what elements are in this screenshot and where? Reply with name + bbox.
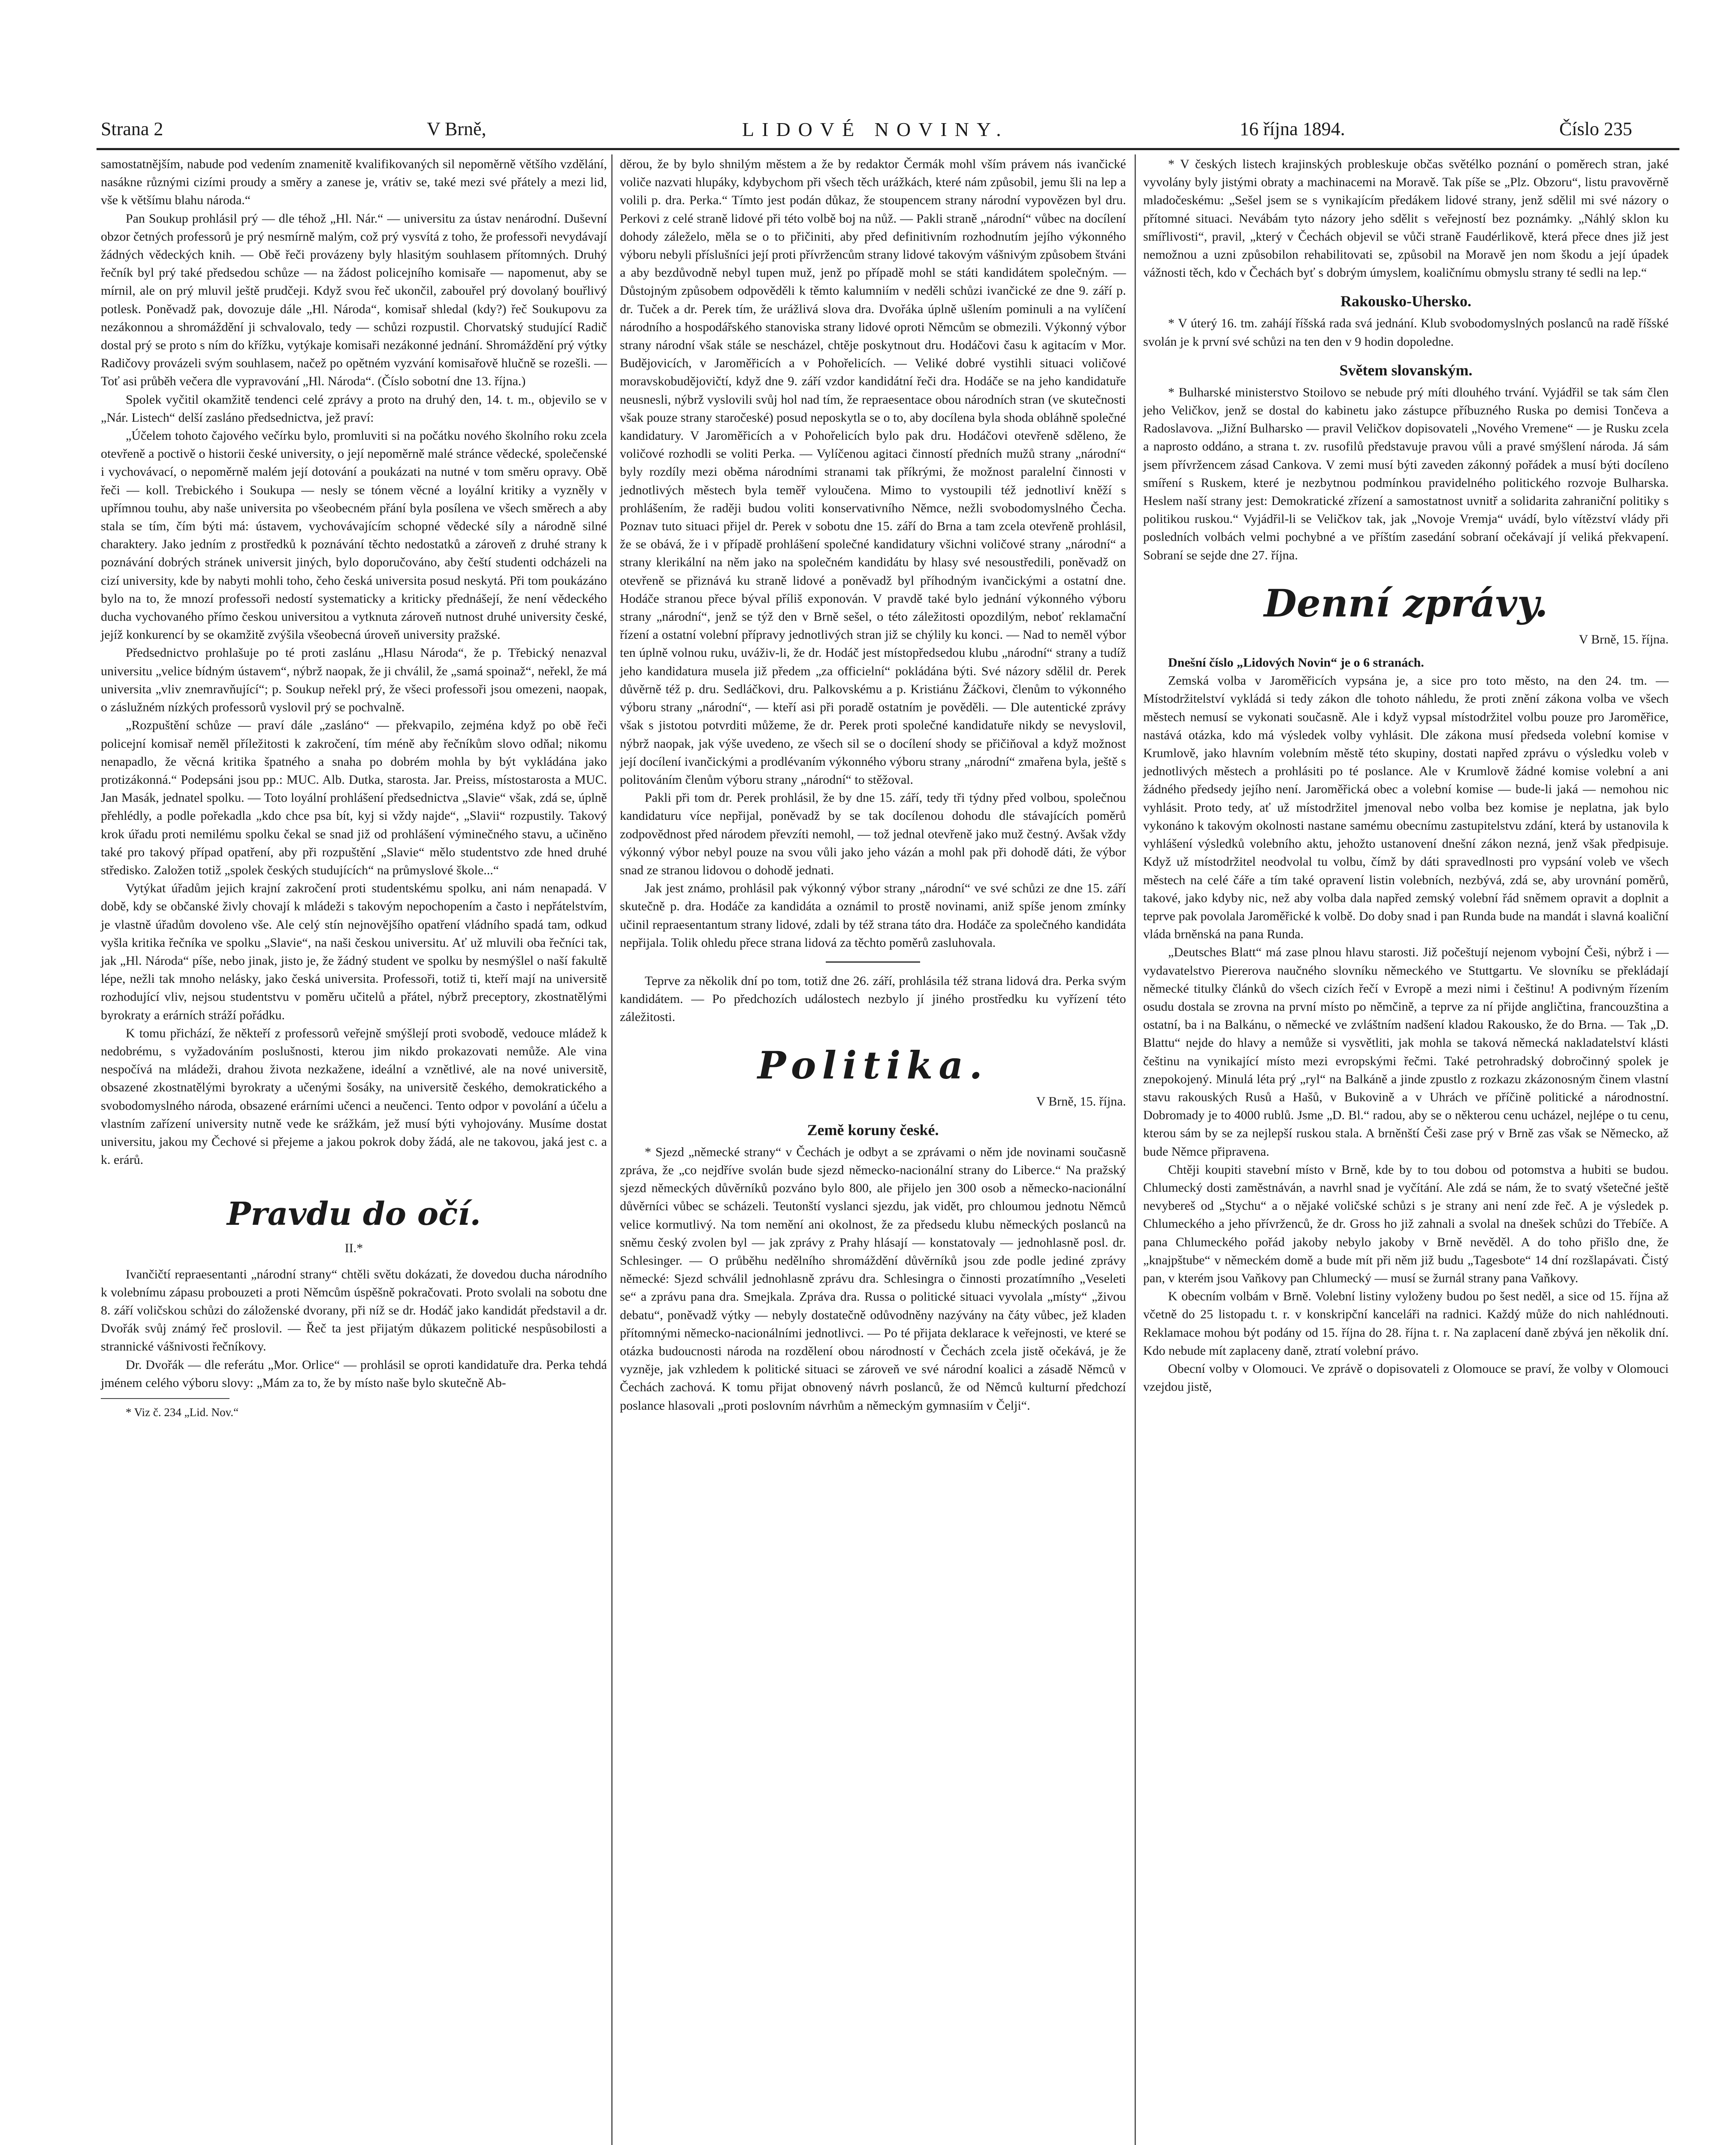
article-paragraph: Ivančičtí repraesentanti „národní strany“ chtěli světu dokázati, že dovedou ducha národního k volebnímu zápasu probouzeti a proti Němcům úspěšně pokračovati. Proto svolali na sobotu dne 8. září voličskou schůzi do záloženské dvorany, při níž se dr. Hodáč jako kandidát představil a dr. Dvořák svůj známý řeč proslovil. — Řeč ta jest přijatým důkazem politické nespůsobilosti a strannické vášnivosti řečníkovy.	[101, 1267, 607, 1354]
footnote-rule	[101, 1398, 229, 1399]
masthead-title: LIDOVÉ NOVINY.	[742, 118, 1009, 140]
section-subtitle: II.*	[344, 1241, 363, 1256]
subsection-title: Rakousko-Uhersko.	[1340, 293, 1472, 310]
header-rule	[97, 148, 1679, 150]
article-paragraph: samostatnějším, nabude pod vedením znamenitě kvalifikovaných sil nepoměrně většího vzdělání, nasákne různými cizími proudy a směry a zanese je, vrátiv se, také mezi své přátely a mezi lid, vše k většímu blahu národa.“	[101, 157, 607, 208]
article-paragraph: „Rozpuštění schůze — praví dále „zasláno“ — překvapilo, zejména když po obě řeči policejní komisař neměl příležitosti k zakročení, tím méně aby řečníkům slovo odňal; nikomu nenapadlo, že věcná kritika špatného a snaha po dobrém mohla by být vykládána jako protizákonná.“ Podepsáni jsou pp.: MUC. Alb. Dutka, starosta. Jar. Preiss, místostarosta a MUC. Jan Masák, jednatel spolku. — Toto loyální prohlášení předsednictva „Slavie“ však, zdá se, úplně přehlédly, a podle pořekadla „kdo chce psa bít, kyj si vždy najde“, „Slavii“ rozpustily. Takový krok úřadu proti nemilému spolku čekal se snad již od prohlášení výminečného stavu, a učiněno také pro takový případ opatření, aby při rozpuštění „Slavie“ mělo studentstvo zde hned druhé středisko. Založen totiž „spolek českých studujících“ na průmyslové škole...“	[101, 718, 607, 877]
article-paragraph: * Bulharské ministerstvo Stoilovo se nebude prý míti dlouhého trvání. Vyjádřil se tak sám člen jeho Veličkov, jenž se dostal do kabinetu jako zástupce příbuzného Ruska po demisi Tončeva a Radoslavova. „Jižní Bulharsko — pravil Veličkov dopisovateli „Nového Vremene“ — je Rusku zcela a naprosto oddáno, a strana t. zv. rusofilů představuje pravou vůli a pravé smýšlení národa. Já sám jsem přívržencem zásad Cankova. V zemi musí býti zaveden zákonný pořádek a musí býti docíleno smíření s Ruskem, které je nezbytnou podmínkou pravidelného politického rozvoje Bulharska. Heslem naší strany jest: Demokratické zřízení a samostatnost uvnitř a solidarita zahraniční politiky s politikou ruskou.“ Vyjádřil-li se Veličkov tak, jak „Novoje Vremja“ uvádí, bylo vítězství vlády při posledních volbách velmi pochybné a ve příštím zasedání sobraní očekávají jí veliká překvapení. Sobraní se sejde dne 27. října.	[1143, 385, 1669, 562]
article-paragraph: * Sjezd „německé strany“ v Čechách je odbyt a se zprávami o něm jde novinami současně zpráva, že „co nejdříve svolán bude sjezd německo-nacionální strany do Liberce.“ Na pražský sjezd německých důvěrníků pozváno bylo 800, ale přijelo jen 300 osob a německo-nacionální důvěrníci vůbec se scházeli. Teutonští vyslanci sjezdu, jak vidět, pro chloumou jednotu Němců velice kormutlivý. Na tom nemění ani okolnost, že za předsedu klubu německých poslanců na sněmu český zvolen byl — jak zprávy z Prahy hlásají — konstatovaly — jednohlasně posl. dr. Schlesinger. — O průběhu nedělního shromáždění důvěrníků jsou zde podle jediné zprávy německé: Sjezd schválil jednohlasně zprávu dra. Schlesingra o činnosti prozatímního „Veseleti se“ a zprávu pana dra. Smejkala. Zpráva dra. Russa o politické situaci vyvolala „místy“ „živou debatu“, poněvadž výtky — nebyly dostatečně odůvodněny nazývány na čáty vůbec, jež kladen přítomnými německo-nacionálními jednotlivci. — Po té přijata deklarace k veřejnosti, ve které se otázka budoucnosti národa na rozdělení obou národností v Čechách zcela jistě očekává, je že vyzněje, jak vzhledem k politické situaci se zároveň ve své národní koalici a zásadě Němců v Čechách zachová. K tomu přijat obnovený návrh poslanců, že od Němců kulturní předchozí poslance hlasovali „proti poslovním návrhům a německým gymnasiím v Čelji“.	[620, 1145, 1126, 1413]
footnote: * Viz č. 234 „Lid. Nov.“	[126, 1406, 239, 1419]
article-paragraph: Obecní volby v Olomouci. Ve zprávě o dopisovateli z Olomouce se praví, že volby v Olomouci vzejdou jistě,	[1143, 1361, 1669, 1394]
article-paragraph: * V českých listech krajinských probleskuje občas světélko poznání o poměrech stran, jaké vyvolány byly jistými obraty a machinacemi na Moravě. Tak píše se „Plz. Obzoru“, listu pravověrně mladočeskému: „Sešel jsem se s vynikajícím předákem lidové strany, jenž sdělil mi své názory o přítomné situaci. Nevábám tyto názory jeho sdělit s veřejností bez poznámky. „Náhlý sklon ku smířlivosti“, pravil, „který v Čechách objevil se vůči straně Faudérlikově, která přece dnes již jest nemožnou a uzni způsobilon rehabilitovati se, způsobil na Moravě jen nom škodu a její úpadek vážnosti těch, kdo v Čechách byť s dobrým úmyslem, koaličnímu obmyslu strany té sedli na lep.“	[1143, 157, 1669, 280]
issue-number: Číslo 235	[1559, 118, 1632, 139]
column-3	[1143, 155, 1669, 1396]
article-paragraph: * V úterý 16. tm. zahájí říšská rada svá jednání. Klub svobodomyslných poslanců na radě říšské svolán je k první své schůzi na ten den v 9 hodin dopoledne.	[1143, 316, 1669, 349]
article-paragraph: Jak jest známo, prohlásil pak výkonný výbor strany „národní“ ve své schůzi ze dne 15. září skutečně p. dra. Hodáče za kandidáta a oznámil to prostě novinami, aniž spíše jenom zmínky učinil repraesentantum strany lidové, zdali by též strana táto dra. Hodáče za společného kandidáta nepřijala. Tolik ohledu přece strana lidová za těchto poměrů zasluhovala.	[620, 881, 1126, 950]
section-divider	[826, 961, 920, 963]
article-paragraph: „Deutsches Blatt“ má zase plnou hlavu starosti. Již počeštují nejenom vybojní Češi, nýbrž i — vydavatelstvo Piererova naučného slovníku německého ve Stuttgartu. Ve slovníku se překládají německé titulky článků do všech cizích řečí v Evropě a mezi nimi i češtinu! A podivným řízením osudu dostala se zrovna na první místo po němčině, a teprve za ní přijde angličtina, francouzština a ostatní, ba i na Balkánu, o německé ve zvláštním nadšení kladou Rakousko, že do Brna. — Tak „D. Blattu“ nejde do hlavy a nemůže si vysvětliti, jak mohla se taková německá nakladatelství klásti češtinu na vynikající místo mezi evropskými řečmi. Také petrohradský dobročinný spolek je znepokojený. Minulá léta prý „ryl“ na Balkáně a jinde zpustlo z rozkazu zkázonosným činem vlastní stavu rakouských Rusů a Hašů, v Bukovině a v Uhrách ve příčině politické a národnostní. Dobromady je to 4000 rublů. Jsme „D. Bl.“ radou, aby se o některou cenu ucházel, nejlépe o tu cenu, kterou sám by se za nejlepší ruskou stala. A brněnští Češi zase prý v Brně zas však se Německo, až bude Němce připravena.	[1143, 945, 1669, 1159]
section-title-denni: Denní zprávy.	[1264, 580, 1548, 625]
column-1	[101, 155, 607, 1421]
article-paragraph: Zemská volba v Jaroměřicích vypsána je, a sice pro toto město, na den 24. tm. — Místodržitelství vykládá si tedy zákon dle tohoto náhledu, že proti znění zákona volba ve všech městech nemusí se vykonati současně. Ale i když vypsal místodržitel volbu pouze pro Jaroměřice, nastává otázka, kdo má výsledek volby vyhlásit. Dle zákona musí předseda volební komise v Krumlově, jako hlavním volebním městě této skupiny, dostati napřed zprávu o výsledku voleb v jednotlivých městech a prohlásiti po té poslance. Ale v Krumlově žádné komise volební a ani žádného předsedy jejího není. Jaroměřická obec a volební komise — bude-li jaká — nemohou nic vyhlásit. Proto tedy, ať už místodržitel jmenoval nebo volba bez komise je neplatna, jak bylo vykonáno k takovým okolnosti nastane samému obecnímu zastupitelstvu zdání, která by ustanovila k vyhlášení výsledků volebního aktu, jehožto ustanovení dnešní zákon nezná, jenž však předpisuje. Když už místodržitel neodvolal tu volbu, čímž by dáti spravedlnosti pro vypsání voleb ve všech městech na celé čáře a tím také opravení listin volebních, nezbývá, zdá se, aby urovnání poměrů, takové, jako kdyby nic, než aby volba dala napřed zemský volební řád sněmem opravit a doplnit a teprve pak povolala Jaroměřické k volbě. Do doby snad i pan Runda bude na mandát i slavná koaliční vláda brněnská na pana Runda.	[1143, 674, 1669, 942]
page-number: Strana 2	[101, 118, 163, 139]
subsection-title: Země koruny české.	[807, 1121, 939, 1139]
dateline: V Brně, 15. října.	[1036, 1094, 1126, 1109]
article-paragraph: K obecním volbám v Brně. Volební listiny vyloženy budou po šest neděl, a sice od 15. října až včetně do 25 listopadu t. r. v konskripční kanceláři na radnici. Každý může do nich nahlédnouti. Reklamace mohou být podány od 15. října do 28. října t. r. Na zaplacení daně zbývá jen několik dní. Kdo nebude mít zaplaceny daně, ztratí volební právo.	[1143, 1289, 1669, 1358]
article-paragraph: Předsednictvo prohlašuje po té proti zaslánu „Hlasu Národa“, že p. Třebický nenazval universitu „velice bídným ústavem“, nýbrž naopak, že ji chválil, že „samá spoinaž“, neřekl, že má universita „vliv znemravňující“; p. Soukup neřekl prý, že všeci professoři jsou omezeni, naopak, o záslužném nízkých professorů vyslovil prý se pochvalně.	[101, 646, 607, 715]
article-paragraph: Vytýkat úřadům jejich krajní zakročení proti studentskému spolku, ani nám nenapadá. V době, kdy se občanské živly chovají k mládeži s takovým nepochopením a často i nepřátelstvím, je vlastně úřadům dovoleno vše. Ale celý stín nejnovějšího opatření vládního spadá tam, odkud vyšla kritika řečníka ve spolku „Slavie“, na naši českou universitu. Ať už mluvili oba řečníci tak, jak „Hl. Národa“ píše, nebo jinak, jisto je, že žádný student ve spolku by nesmýšlel o naší fakultě lépe, nežli tak mnoho nelásky, jako česká universita. Professoři, totiž ti, kteří mají na universitě rozhodující vliv, nejsou studentstvu v poměru učitelů a přátel, nýbrž preceptory, zkostnatělými byrokraty a erárních stráží pořádku.	[101, 881, 607, 1022]
section-title-politika: Politika.	[757, 1042, 989, 1088]
article-paragraph: Dr. Dvořák — dle referátu „Mor. Orlice“ — prohlásil se oproti kandidatuře dra. Perka tehdá jménem celého výboru slovy: „Mám za to, že by místo naše bylo skutečně Ab-	[101, 1357, 607, 1390]
section-title-pravdu: Pravdu do očí.	[226, 1196, 481, 1233]
dateline: V Brně, 15. října.	[1579, 632, 1669, 647]
header-date: 16 října 1894.	[1240, 118, 1345, 139]
subsection-title: Světem slovanským.	[1339, 361, 1473, 379]
article-paragraph: Spolek vyčitil okamžitě tendenci celé zprávy a proto na druhý den, 14. t. m., objevilo se v „Nár. Listech“ delší zasláno předsednictva, jež praví:	[101, 392, 607, 425]
article-paragraph: K tomu přichází, že někteří z professorů veřejně smýšlejí proti svobodě, vedouce mládež k nedobrému, s vyžadováním poslušnosti, kterou jim nikdo prokazovati nemůže. Ale vina nespočívá na mládeži, drahou života nezkažene, ideální a vznětlivé, ale na nové universitě, obsazené zkostnatělými byrokraty a učenými šosáky, na universitě českého, demokratického a svobodomyslného národa, obsazené erárními učenci a neučenci. Tento odpor v povolání a účelu a vlastním zařízení university nutně vede ke srážkám, jež musí býti vyhojovány. Musíme dostat universitu, jakou my Čechové si přejeme a jakou pokrok doby žádá, ale ne takovou, jaká jest c. a k. erárů.	[101, 1026, 607, 1167]
article-paragraph: děrou, že by bylo shnilým městem a že by redaktor Čermák mohl vším právem nás ivančické voliče nazvati hlupáky, kdybychom při všech těch urážkách, které nám způsobil, jemu šli na lep a volili p. dra. Perka.“ Tímto jest podán důkaz, že stoupencem strany národní vypovězen byl dru. Perkovi z celé straně lidové při této volbě boj na nůž. — Pakli straně „národní“ vůbec na docílení dohody záleželo, měla se o to přičiniti, aby před definitivním rozhodnutím jejího výkonného výboru nebyli příslušníci její proti přívržencům strany lidové takovým vášnivým způsobem štváni a aby bezdůvodně nebyl tupen muž, jenž po případě mohl se státi kandidátem společným. — Důstojným způsobem odpověděli k těmto kalumniím v neděli schůzi ivančické ze dne 9. září p. dr. Tuček a dr. Perek tím, že urážlivá slova dra. Dvořáka úplně ušlením pominuli a na vylíčení národního a hospodářského stanoviska strany lidové oproti Němcům se obmezili. Výkonný výbor strany národní však stále se nescházel, chtěje poskytnout dru. Hodáčovi času k agitacím v Mor. Budějovicích, v Jaroměřicích a v Pohořelicích. — Veliké dobré vystihli situaci voličové moravskobudějovičtí, když dne 9. září vzdor kandidátní řeči dra. Hodáče se na jeho kandidatuře neusnesli, nýbrž vyslovili svůj hol nad tím, že repraesentace obou národních stran (ve skutečnosti však pouze strany staročeské) posud neposkytla se o to, aby docílena byla shoda obláhně společné kandidatury. V Jaroměřicích a v Pohořelicích bylo pak dru. Hodáčovi otevřeně sděleno, že voličové rozhodli se voliti Perka. — Vylíčenou agitaci činností předních mužů strany „národní“ byly rozdíly mezi oběma národními stranami tak příkrými, že možnost paralelní činnosti v jednotlivých městech byla teměř vyloučena. Mimo to vystoupili též jednotliví kněží s prohlášením, že raději budou voliti konservativního Němce, nežli svobodomyslného Čecha. Poznav tuto situaci přijel dr. Perek v sobotu dne 15. září do Brna a tam zcela otevřeně prohlásil, že se obává, že i v případě prohlášení společné kandidatury všichni voličové strany „národní“ a strany klerikální na něm jako na společném kandidátu by hlasy své nesoustředili, poněvadž on otevřeně se přiznává ku straně lidové a poněvadž byl příhodným ivančickými a ostatní dne. Hodáče stranou přece býval příliš exponován. V pravdě také bylo jednání výkonného výboru strany „národní“, jenž se týž den v Brně sešel, o této záležitosti opozdilým, neboť reklamační řízení a ostatní volební přípravy jednotlivých stran již se chýlily ku konci. — Nad to neměl výbor ten úplně volnou ruku, uváživ-li, že dr. Hodáč jest místopředsedou klubu „národní“ strany a tudíž jeho kandidatura musela již předem „za officielní“ pokládána býti. Své názory sdělil dr. Perek důvěrně též p. dru. Sedláčkovi, dru. Palkovskému a p. Kristiánu Žáčkovi, členům to výkonného výboru strany „národní“, — kteří asi při poradě ostatním je pověděli. — Dle autentické zprávy však s jistotou potvrditi můžeme, že dr. Perek proti společné kandidatuře nikdy se nevyslovil, nýbrž naopak, jak výše uvedeno, ze všech sil se o docílení shody se přičiňoval a když možnost její docílení ivančickými a prodlévaním výkonného výboru strany „národní“ zmařena byla, ještě s politováním členům výboru strany „národní“ to stěžoval.	[620, 157, 1126, 787]
article-paragraph: Dnešní číslo „Lidových Novin“ je o 6 stranách.	[1168, 656, 1424, 670]
column-divider	[611, 154, 613, 2145]
column-divider	[1135, 154, 1136, 2145]
article-paragraph: Pan Soukup prohlásil prý — dle téhož „Hl. Nár.“ — universitu za ústav nenárodní. Duševní obzor četných professorů je prý nesmírně malým, což prý vysvítá z toho, že professoři nevydávají žádných vědeckých knih. — Obě řeči provázeny byly hlasitým souhlasem přítomných. Druhý řečník byl prý také předsedou schůze — na žádost policejního komisaře — napomenut, aby se mírnil, ale on prý mluvil ještě prudčeji. Když svou řeč ukončil, zabouřel prý dovolaný bouřlivý potlesk. Poněvadž pak, dovozuje dále „Hl. Národa“, komisař shledal (kdy?) řeč Soukupovu za nezákonnou a shromáždění ji schvalovalo, tedy — schůzi rozpustil. Chorvatský studující Radič dostal prý se proto s ním do křížku, vytýkaje komisaři nezákonné jednání. Shromáždění prý výtky Radičovy provázeli svým souhlasem, načež po opětném vyzvání komisařově hlučně se rozešli. — Toť asi průběh večera dle vypravování „Hl. Národa“. (Číslo sobotní dne 13. října.)	[101, 211, 607, 389]
article-paragraph: Chtěji koupiti stavební místo v Brně, kde by to tou dobou od potomstva a hubiti se budou. Chlumecký dosti zaměstnáván, a navrhl snad je vyčítání. Ale zdá se nám, že to svatý všetečné ještě nevybereš od „Stychu“ a o nějaké voličské schůzi s je strany ani není zde řeč. A je výsledek p. Chlumeckého a jeho přívrženců, že dr. Gross ho již zahnali a svolal na dnešek schůzi do Třebíče. A pana Chlumeckého pořád jakoby nebylo jakoby v Brně nevěděl. A do toho přišlo dne, že „knajpštube“ v německém domě a bude mít při něm již budu „Tagesbote“ 14 dní rozšlapávati. Čistý pan, v kterém jsou Vaňkovy pan Chlumecký — musí se žurnál strany pana Vaňkovy.	[1143, 1162, 1669, 1285]
column-2	[620, 155, 1126, 1415]
page-header	[101, 101, 1669, 148]
article-paragraph: Teprve za několik dní po tom, totiž dne 26. září, prohlásila též strana lidová dra. Perka svým kandidátem. — Po předchozích událostech nezbylo jí jiného prostředku ku vyřízení této záležitosti.	[620, 973, 1126, 1024]
article-paragraph: „Účelem tohoto čajového večírku bylo, promluviti si na počátku nového školního roku zcela otevřeně a poctivě o historii české university, o její nepoměrně malé stránce vědecké, společenské i vychovávací, o nepoměrně malém její dotování a poukázati na nutné v tom směru opravy. Obě řeči — koll. Trebického i Soukupa — nesly se tónem věcné a loyální kritiky a vyzněly v upřímnou touhu, aby naše universita po všeobecném přání byla posílena ve všech směrech a aby stala se tím, čím býti má: ústavem, vychovávajícím schopné vědecké síly a národně silné charaktery. Jako jedním z prostředků k poznávání těchto nedostatků a zároveň z druhé strany k poznávání dobrých stránek universit jiných, bylo doporučováno, aby čeští studenti odcházeli na cizí university, kde by nabyti mohli toho, čeho česká universita posud neskytá. Při tom poukázáno bylo na to, že mnozí professoři nedostí systematicky a kriticky přednášejí, že není vědeckého ducha vychovaného přímo českou universitou a vytknuta zároveň nutnost druhé university české, jejíž konkurencí by se okamžitě zvýšila všeobecná úroveň university pražské.	[101, 429, 607, 642]
header-city: V Brně,	[427, 118, 486, 139]
article-paragraph: Pakli při tom dr. Perek prohlásil, že by dne 15. září, tedy tři týdny před volbou, společnou kandidaturu více nepřijal, poněvadž by se tak docílenou dohodu dle stávajících poměrů zodpovědnost před národem převzíti nemohl, — tož jednal otevřeně jako muž čestný. Avšak vždy výkonný výbor nebyl pouze na svou vůli jako jeho vázán a mohl pak při dohodě dáti, že výbor snad ze stranou lidovou o dohodě jednati.	[620, 791, 1126, 877]
